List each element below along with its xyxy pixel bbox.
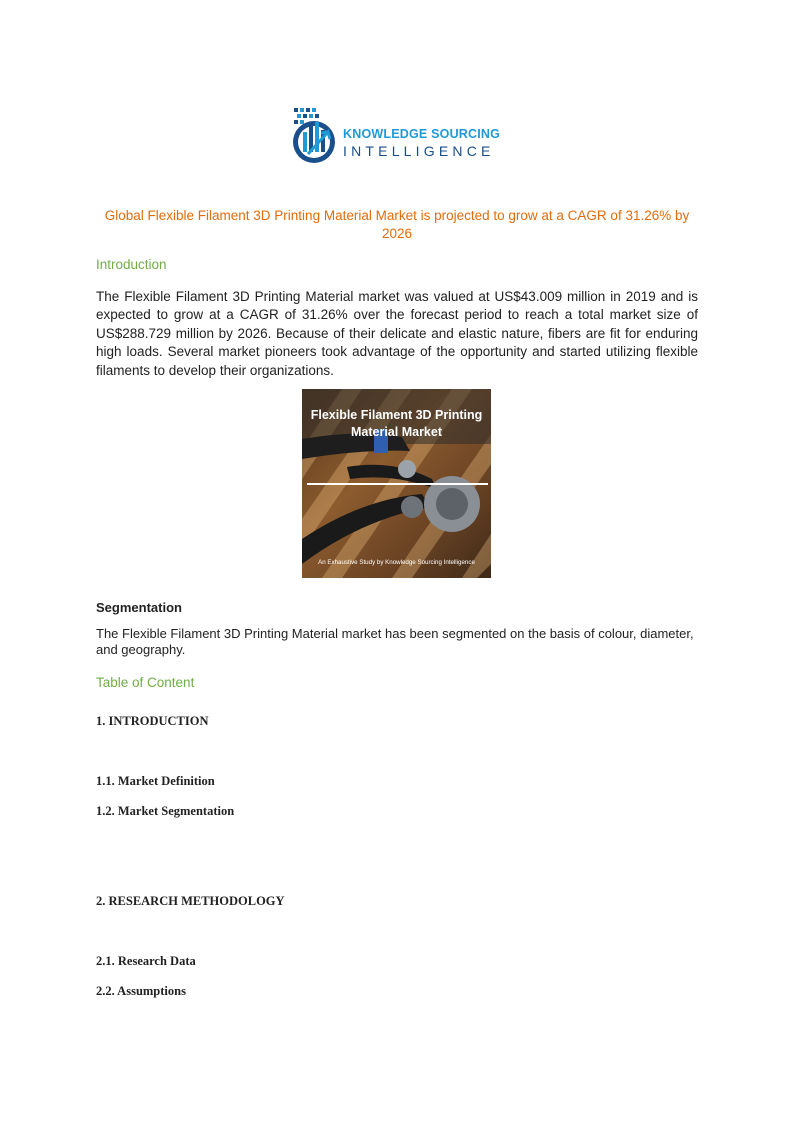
cover-title [302, 407, 491, 441]
logo-text-line1: KNOWLEDGE SOURCING [343, 127, 501, 141]
cover-divider [307, 483, 488, 485]
segmentation-heading: Segmentation [96, 600, 182, 615]
toc-item: 2.1. Research Data [96, 954, 196, 968]
cover-title-line1: Flexible Filament 3D Printing [310, 408, 483, 422]
toc-heading: Table of Content [96, 675, 195, 690]
company-logo [290, 106, 520, 166]
page-title: Global Flexible Filament 3D Printing Material Market is projected to grow at a CAGR of 31.26% by 2026 [104, 208, 690, 241]
logo-text-line2: INTELLIGENCE [343, 143, 495, 159]
toc-item: 1.2. Market Segmentation [96, 804, 235, 818]
cover-title-line2: Material Market [350, 425, 442, 439]
toc-item: 2.2. Assumptions [96, 984, 186, 998]
introduction-heading: Introduction [96, 257, 167, 272]
toc-item: 1. INTRODUCTION [96, 714, 209, 728]
toc-item: 2. RESEARCH METHODOLOGY [96, 894, 285, 908]
segmentation-paragraph: The Flexible Filament 3D Printing Material market has been segmented on the basis of colour, diameter, and geography. [96, 626, 694, 657]
cover-footer: An Exhaustive Study by Knowledge Sourcing Intelligence [318, 559, 475, 566]
report-cover-image [302, 389, 491, 578]
introduction-paragraph: The Flexible Filament 3D Printing Material market was valued at US$43.009 million in 2019 and is expected to grow at a CAGR of 31.26% over the forecast period to reach a total market size of US$288.729 million by 2026. Because of their delicate and elastic nature, fibers are fit for enduring high loads. Several market pioneers took advantage of the opportunity and started utilizing flexible filaments to develop their organizations. [96, 289, 698, 378]
toc-item: 1.1. Market Definition [96, 774, 215, 788]
logo-emblem-icon [290, 106, 342, 166]
